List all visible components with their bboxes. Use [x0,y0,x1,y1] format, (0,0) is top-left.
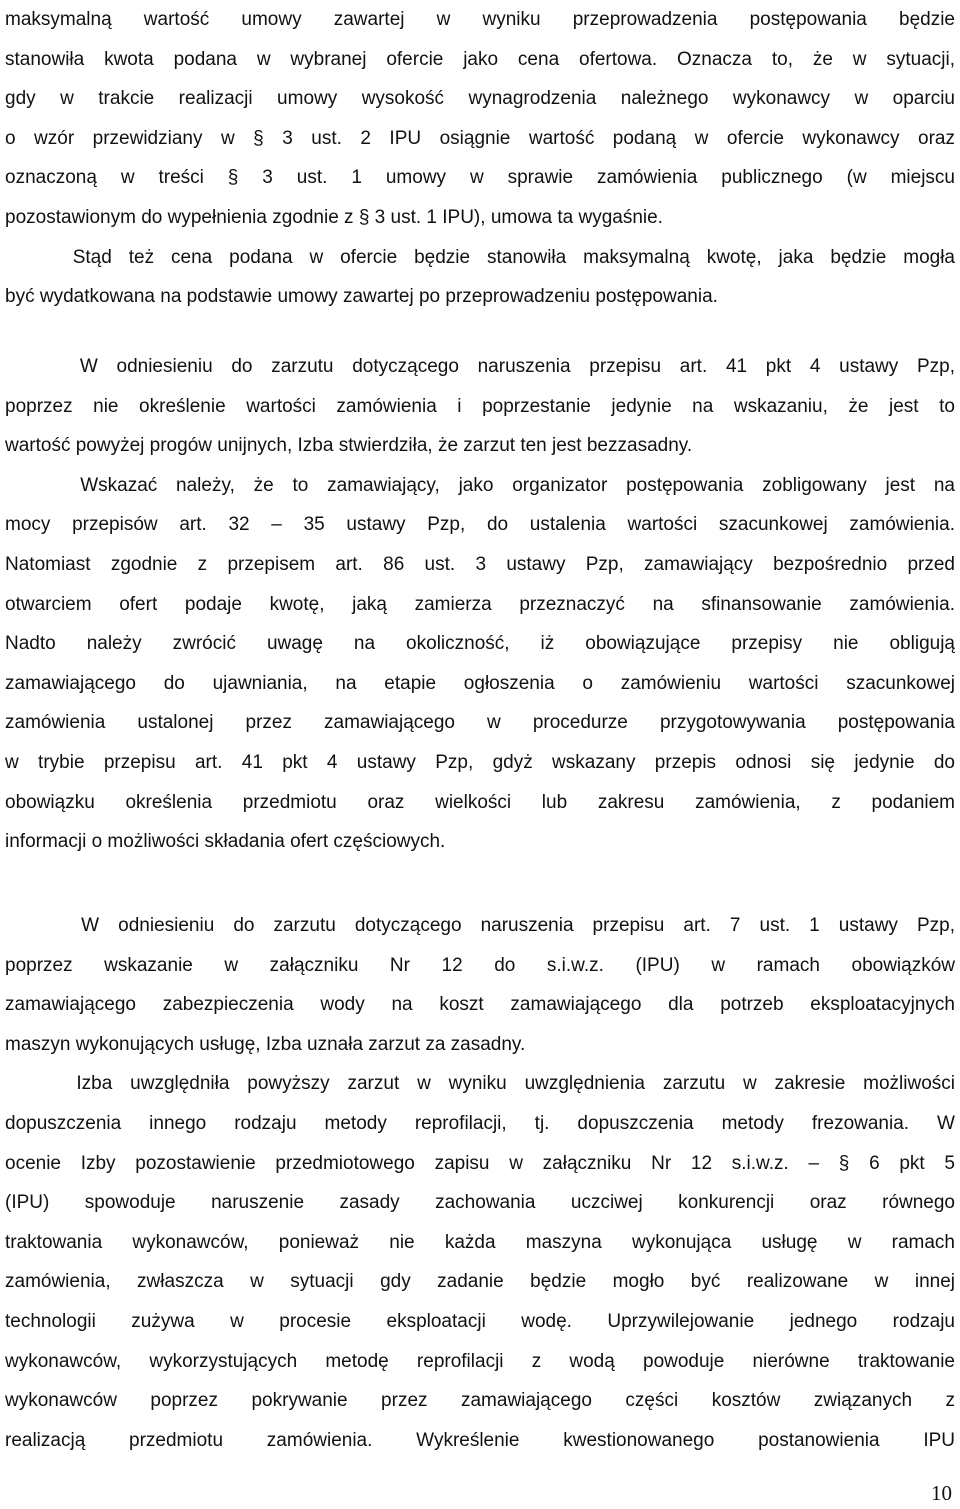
text-line: wartość powyżej progów unijnych, Izba stwierdziła, że zarzut ten jest bezzasadny. [5,435,693,457]
text-line: technologii zużywa w procesie eksploatacji wodę. Uprzywilejowanie jednego rodzaju [5,1310,955,1332]
text-line: Izba uwzględniła powyższy zarzut w wyniku uwzględnienia zarzutu w zakresie możliwości [5,1073,955,1095]
text-line: w trybie przepisu art. 41 pkt 4 ustawy Pzp, gdyż wskazany przepis odnosi się jedynie do [5,751,955,773]
text-line: Natomiast zgodnie z przepisem art. 86 ust. 3 ustawy Pzp, zamawiający bezpośrednio przed [5,553,955,575]
text-line: zamówienia ustalonej przez zamawiającego w procedurze przygotowywania postępowania [5,712,955,734]
text-line: zamawiającego zabezpieczenia wody na koszt zamawiającego dla potrzeb eksploatacyjnych [5,994,955,1016]
text-line: Nadto należy zwrócić uwagę na okoliczność, iż obowiązujące przepisy nie obligują [5,633,955,655]
text-line: pozostawionym do wypełnienia zgodnie z § 3 ust. 1 IPU), umowa ta wygaśnie. [5,206,663,228]
paragraph-block-contract-value [5,0,955,317]
paragraph-block-art7-claim [5,906,955,1460]
text-line: maksymalną wartość umowy zawartej w wyniku przeprowadzenia postępowania będzie [5,9,955,30]
text-line: zamówienia, zwłaszcza w sytuacji gdy zadanie będzie mogło być realizowane w innej [5,1271,955,1293]
text-line: traktowania wykonawców, ponieważ nie każda maszyna wykonująca usługę w ramach [5,1231,955,1253]
text-line: wykonawców, wykorzystujących metodę reprofilacji z wodą powoduje nierówne traktowanie [5,1350,955,1372]
page-number: 10 [931,1481,952,1505]
text-line: otwarciem ofert podaje kwotę, jaką zamierza przeznaczyć na sfinansowanie zamówienia. [5,593,955,615]
text-line: być wydatkowana na podstawie umowy zawartej po przeprowadzeniu postępowania. [5,286,718,308]
text-line: obowiązku określenia przedmiotu oraz wielkości lub zakresu zamówienia, z podaniem [5,791,955,813]
text-line: oznaczoną w treści § 3 ust. 1 umowy w sprawie zamówienia publicznego (w miejscu [5,167,955,189]
text-line: wykonawców poprzez pokrywanie przez zamawiającego części kosztów związanych z [5,1390,955,1412]
text-line: mocy przepisów art. 32 – 35 ustawy Pzp, do ustalenia wartości szacunkowej zamówienia. [5,514,955,536]
text-line: W odniesieniu do zarzutu dotyczącego naruszenia przepisu art. 41 pkt 4 ustawy Pzp, [5,356,955,377]
text-line: gdy w trakcie realizacji umowy wysokość wynagrodzenia należnego wykonawcy w oparciu [5,88,955,110]
text-line: realizacją przedmiotu zamówienia. Wykreślenie kwestionowanego postanowienia IPU [5,1429,955,1451]
text-line: dopuszczenia innego rodzaju metody reprofilacji, tj. dopuszczenia metody frezowania. W [5,1112,955,1134]
text-line: Stąd też cena podana w ofercie będzie stanowiła maksymalną kwotę, jaka będzie mogła [5,246,955,268]
text-line: poprzez nie określenie wartości zamówienia i poprzestanie jedynie na wskazaniu, że jest to [5,395,955,417]
text-line: informacji o możliwości składania ofert częściowych. [5,831,446,853]
text-line: zamawiającego do ujawniania, na etapie ogłoszenia o zamówieniu wartości szacunkowej [5,672,955,694]
text-line: (IPU) spowoduje naruszenie zasady zachowania uczciwej konkurencji oraz równego [5,1192,955,1214]
text-line: Wskazać należy, że to zamawiający, jako organizator postępowania zobligowany jest na [5,474,955,496]
text-line: stanowiła kwota podana w wybranej ofercie jako cena ofertowa. Oznacza to, że w sytuacji, [5,48,955,70]
text-line: poprzez wskazanie w załączniku Nr 12 do s.i.w.z. (IPU) w ramach obowiązków [5,954,955,976]
text-line: maszyn wykonujących usługę, Izba uznała zarzut za zasadny. [5,1033,526,1055]
paragraph-block-art41-claim [5,347,955,862]
text-line: W odniesieniu do zarzutu dotyczącego naruszenia przepisu art. 7 ust. 1 ustawy Pzp, [5,915,955,936]
text-line: o wzór przewidziany w § 3 ust. 2 IPU osiągnie wartość podaną w ofercie wykonawcy oraz [5,127,955,149]
text-line: ocenie Izby pozostawienie przedmiotowego zapisu w załączniku Nr 12 s.i.w.z. – § 6 pkt 5 [5,1152,955,1174]
